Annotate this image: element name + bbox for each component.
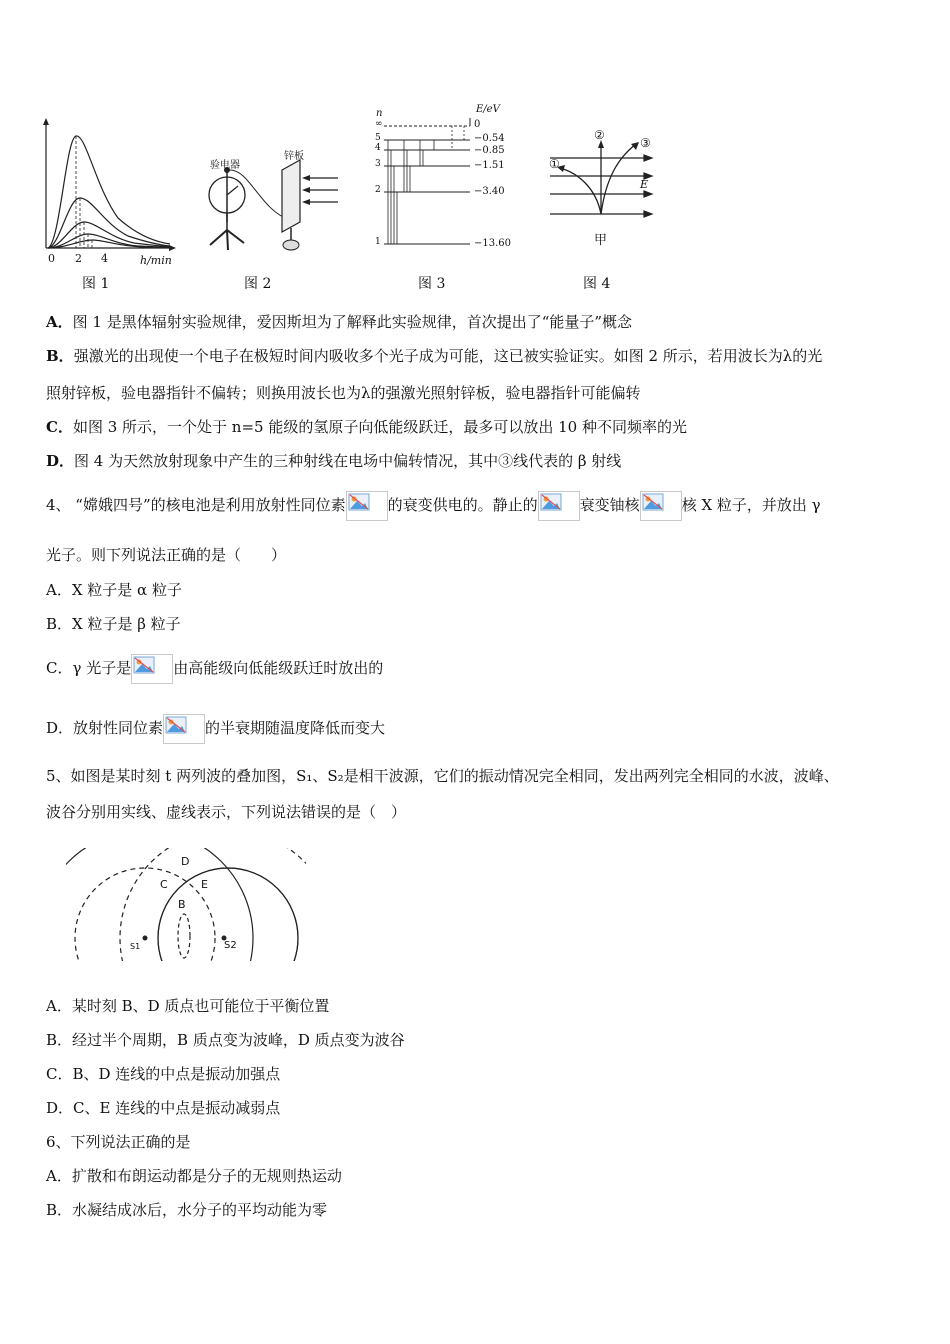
fig4-ray1-label: ①: [549, 157, 560, 171]
fig3-n-label: n: [376, 108, 383, 119]
broken-image-icon: [131, 654, 173, 684]
fig4-ray3-label: ③: [640, 136, 651, 150]
broken-image-icon: [538, 491, 580, 521]
q5-option-d: D．C、E 连线的中点是振动减弱点: [46, 1099, 281, 1117]
fig3-level-1-e: −13.60: [474, 238, 512, 249]
q6-option-b: B．水凝结成冰后，水分子的平均动能为零: [46, 1201, 328, 1219]
broken-image-icon: [640, 491, 682, 521]
q3-option-b-line2: 照射锌板，验电器指针不偏转；则换用波长也为λ的强激光照射锌板，验电器指针可能偏转: [46, 384, 641, 402]
fig4-ray2-label: ②: [594, 128, 605, 142]
q6-stem: 6、下列说法正确的是: [46, 1133, 191, 1151]
wave-label-s1: S1: [130, 942, 141, 951]
q6-option-a: A．扩散和布朗运动都是分子的无规则热运动: [46, 1167, 342, 1185]
fig3-caption: 图 3: [418, 276, 446, 292]
fig3-level-5-e: −0.54: [474, 133, 505, 144]
wave-label-b: B: [178, 898, 186, 911]
q3-option-a: A．图 1 是黑体辐射实验规律，爱因斯坦为了解释此实验规律，首次提出了“能量子”概念: [46, 313, 633, 331]
fig3-level-inf-e: 0: [474, 119, 481, 130]
q3-option-d: D．图 4 为天然放射现象中产生的三种射线在电场中偏转情况，其中③线代表的 β 射线: [46, 452, 622, 470]
q4-option-d: D．放射性同位素 的半衰期随温度降低而变大: [46, 712, 385, 744]
fig4-jia-label: 甲: [594, 233, 608, 248]
fig3-level-2-e: −3.40: [474, 186, 505, 197]
q5-stem-line2: 波谷分别用实线、虚线表示，下列说法错误的是（ ）: [46, 803, 407, 821]
fig1-caption: 图 1: [82, 276, 110, 292]
broken-image-icon: [163, 714, 205, 744]
q3-option-b-line1: B．强激光的出现使一个电子在极短时间内吸收多个光子成为可能，这已被实验证实。如图 2 所示，若用波长为λ的光: [46, 347, 823, 365]
fig3-level-inf-n: ∞: [375, 119, 383, 129]
fig3-level-3-n: 3: [375, 159, 381, 169]
fig4-field-label: E: [640, 178, 649, 191]
broken-image-icon: [346, 491, 388, 521]
wave-label-d: D: [181, 855, 190, 868]
fig1-xtick-2: 2: [75, 252, 82, 265]
fig3-level-2-n: 2: [375, 185, 381, 195]
fig3-e-label: E/eV: [476, 104, 500, 115]
q4-stem-line2: 光子。则下列说法正确的是（ ）: [46, 546, 287, 564]
fig3-level-5-n: 5: [375, 133, 381, 143]
fig1-xtick-0: 0: [48, 252, 55, 265]
figure-1-blackbody-curves: [38, 118, 178, 266]
fig2-caption: 图 2: [244, 276, 272, 292]
q4-option-a: A．X 粒子是 α 粒子: [46, 581, 182, 599]
wave-label-c: C: [160, 878, 168, 891]
wave-label-s2: S2: [224, 940, 237, 951]
fig2-electroscope-label: 验电器: [210, 160, 240, 171]
q5-option-a: A．某时刻 B、D 质点也可能位于平衡位置: [46, 997, 330, 1015]
q4-option-c: C．γ 光子是 由高能级向低能级跃迁时放出的: [46, 652, 383, 684]
q5-stem-line1: 5、如图是某时刻 t 两列波的叠加图，S₁、S₂是相干波源，它们的振动情况完全相同，发出两列完全相同的水波，波峰、: [46, 767, 839, 785]
q4-stem-line1: 4、 “嫦娥四号”的核电池是利用放射性同位素 的衰变供电的。静止的 衰变铀核 核 X 粒子，并放出 γ: [46, 490, 821, 521]
fig1-xtick-4: 4: [101, 252, 108, 265]
q3-option-c: C．如图 3 所示，一个处于 n=5 能级的氢原子向低能级跃迁，最多可以放出 10 种不同频率的光: [46, 418, 687, 436]
fig3-level-4-e: −0.85: [474, 145, 505, 156]
q5-option-b: B．经过半个周期，B 质点变为波峰，D 质点变为波谷: [46, 1031, 405, 1049]
q5-option-c: C．B、D 连线的中点是振动加强点: [46, 1065, 281, 1083]
fig3-level-3-e: −1.51: [474, 160, 505, 171]
wave-label-e: E: [201, 878, 208, 891]
fig4-caption: 图 4: [583, 276, 611, 292]
q4-option-b: B．X 粒子是 β 粒子: [46, 615, 181, 633]
fig2-zinc-label: 锌板: [284, 151, 304, 162]
fig3-level-1-n: 1: [375, 237, 381, 247]
fig1-x-unit: h/min: [140, 254, 172, 267]
fig3-level-4-n: 4: [375, 143, 381, 153]
